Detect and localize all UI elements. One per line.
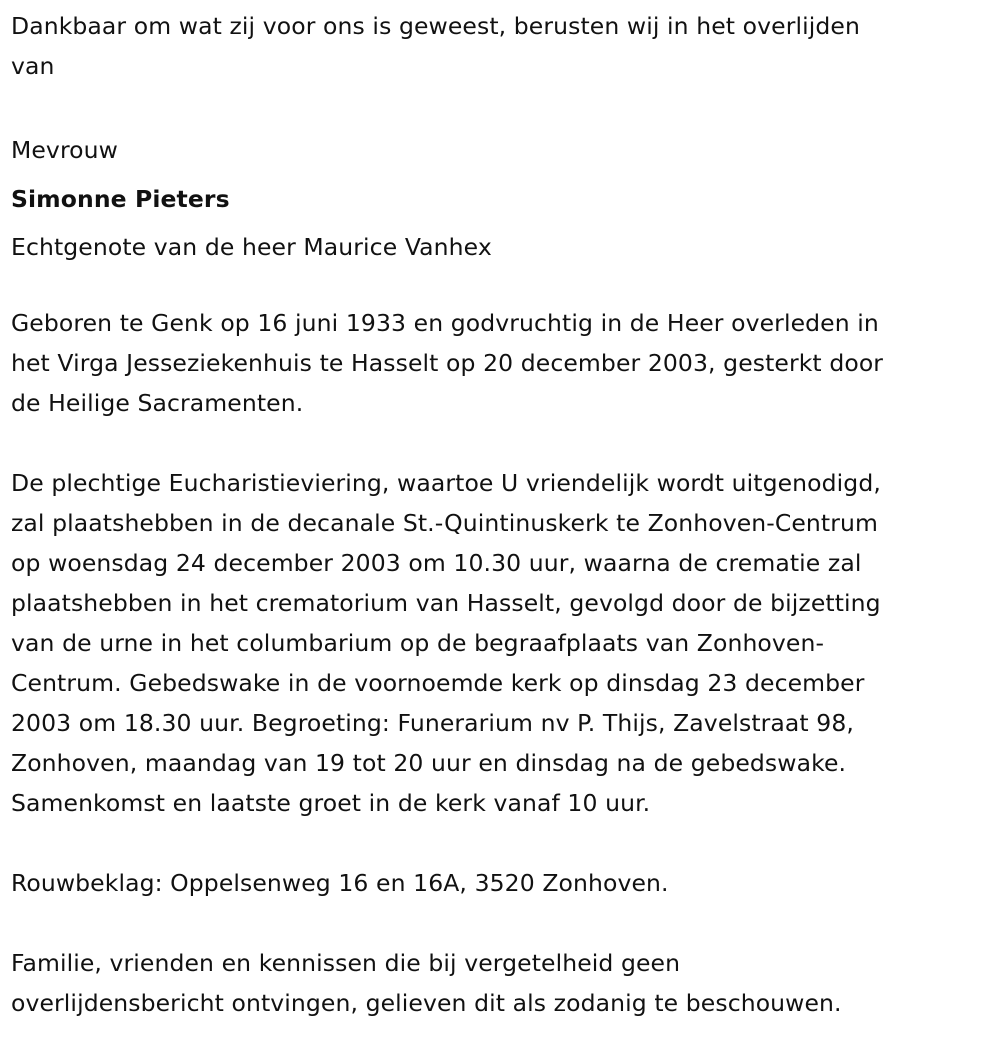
text-line: De plechtige Eucharistieviering, waartoe U vriendelijk wordt uitgenodigd, <box>11 469 881 497</box>
text-line: Zonhoven, maandag van 19 tot 20 uur en dinsdag na de gebedswake. <box>11 749 847 777</box>
intro-paragraph <box>11 6 990 86</box>
text-line: overlijdensbericht ontvingen, gelieven dit als zodanig te beschouwen. <box>11 989 842 1017</box>
closing-paragraph <box>11 943 990 1023</box>
text-line: van de urne in het columbarium op de begraafplaats van Zonhoven- <box>11 629 825 657</box>
condolences-address: Rouwbeklag: Oppelsenweg 16 en 16A, 3520 Zonhoven. <box>11 869 669 897</box>
text-line: Samenkomst en laatste groet in de kerk vanaf 10 uur. <box>11 789 651 817</box>
text-line: op woensdag 24 december 2003 om 10.30 uur, waarna de crematie zal <box>11 549 862 577</box>
text-line: het Virga Jesseziekenhuis te Hasselt op 20 december 2003, gesterkt door <box>11 349 884 377</box>
text-line: Dankbaar om wat zij voor ons is geweest, berusten wij in het overlijden <box>11 12 860 40</box>
text-line: Geboren te Genk op 16 juni 1933 en godvruchtig in de Heer overleden in <box>11 309 879 337</box>
text-line: zal plaatshebben in de decanale St.-Quintinuskerk te Zonhoven-Centrum <box>11 509 878 537</box>
deceased-name: Simonne Pieters <box>11 185 230 213</box>
birth-death-paragraph <box>11 303 990 423</box>
spouse-line: Echtgenote van de heer Maurice Vanhex <box>11 233 492 261</box>
text-line: 2003 om 18.30 uur. Begroeting: Funerarium nv P. Thijs, Zavelstraat 98, <box>11 709 854 737</box>
condolences-paragraph <box>11 863 990 903</box>
text-line: Centrum. Gebedswake in de voornoemde kerk op dinsdag 23 december <box>11 669 865 697</box>
honorific-title: Mevrouw <box>11 136 118 164</box>
ceremony-paragraph <box>11 463 990 823</box>
text-line: Familie, vrienden en kennissen die bij vergetelheid geen <box>11 949 681 977</box>
text-line: plaatshebben in het crematorium van Hasselt, gevolgd door de bijzetting <box>11 589 881 617</box>
deceased-block <box>11 126 990 272</box>
text-line: van <box>11 52 55 80</box>
text-line: de Heilige Sacramenten. <box>11 389 304 417</box>
